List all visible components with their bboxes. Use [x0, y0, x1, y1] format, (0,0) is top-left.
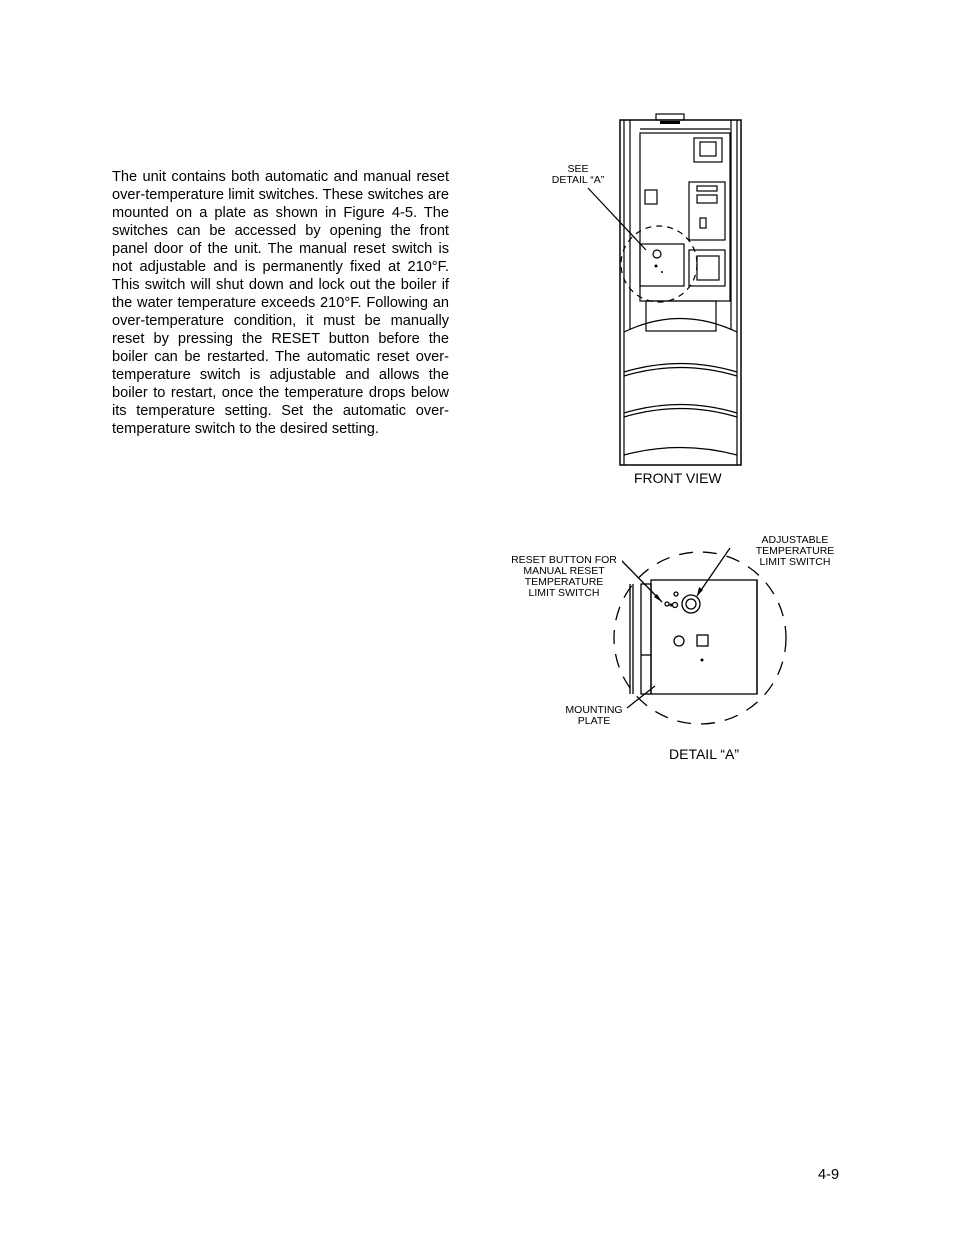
front-view-callout: SEE DETAIL “A” — [548, 164, 608, 186]
adjustable-switch-label: ADJUSTABLE TEMPERATURE LIMIT SWITCH — [752, 535, 838, 568]
front-view-caption: FRONT VIEW — [634, 470, 722, 486]
detail-a-caption: DETAIL “A” — [669, 746, 740, 762]
body-paragraph: The unit contains both automatic and manual reset over-temperature limit switches. These switches are mounted on a plate as shown in Figure 4-5. The switches can be accessed by opening the front panel door of the unit. The manual reset switch is not adjustable and is permanently fixed at 210°F. This switch will shut down and lock out the boiler if the water temperature exceeds 210°F. Following an over-temperature condition, it must be manually reset by pressing the RESET button before the boiler can be restarted. The automatic reset over-temperature switch is adjustable and allows the boiler to restart, once the temperature drops below its temperature setting. Set the automatic over-temperature switch to the desired setting. — [112, 169, 449, 437]
page-number: 4-9 — [818, 1167, 840, 1183]
mounting-plate-label: MOUNTING PLATE — [562, 705, 626, 727]
reset-button-label: RESET BUTTON FOR MANUAL RESET TEMPERATURE LIMIT SWITCH — [506, 555, 622, 599]
